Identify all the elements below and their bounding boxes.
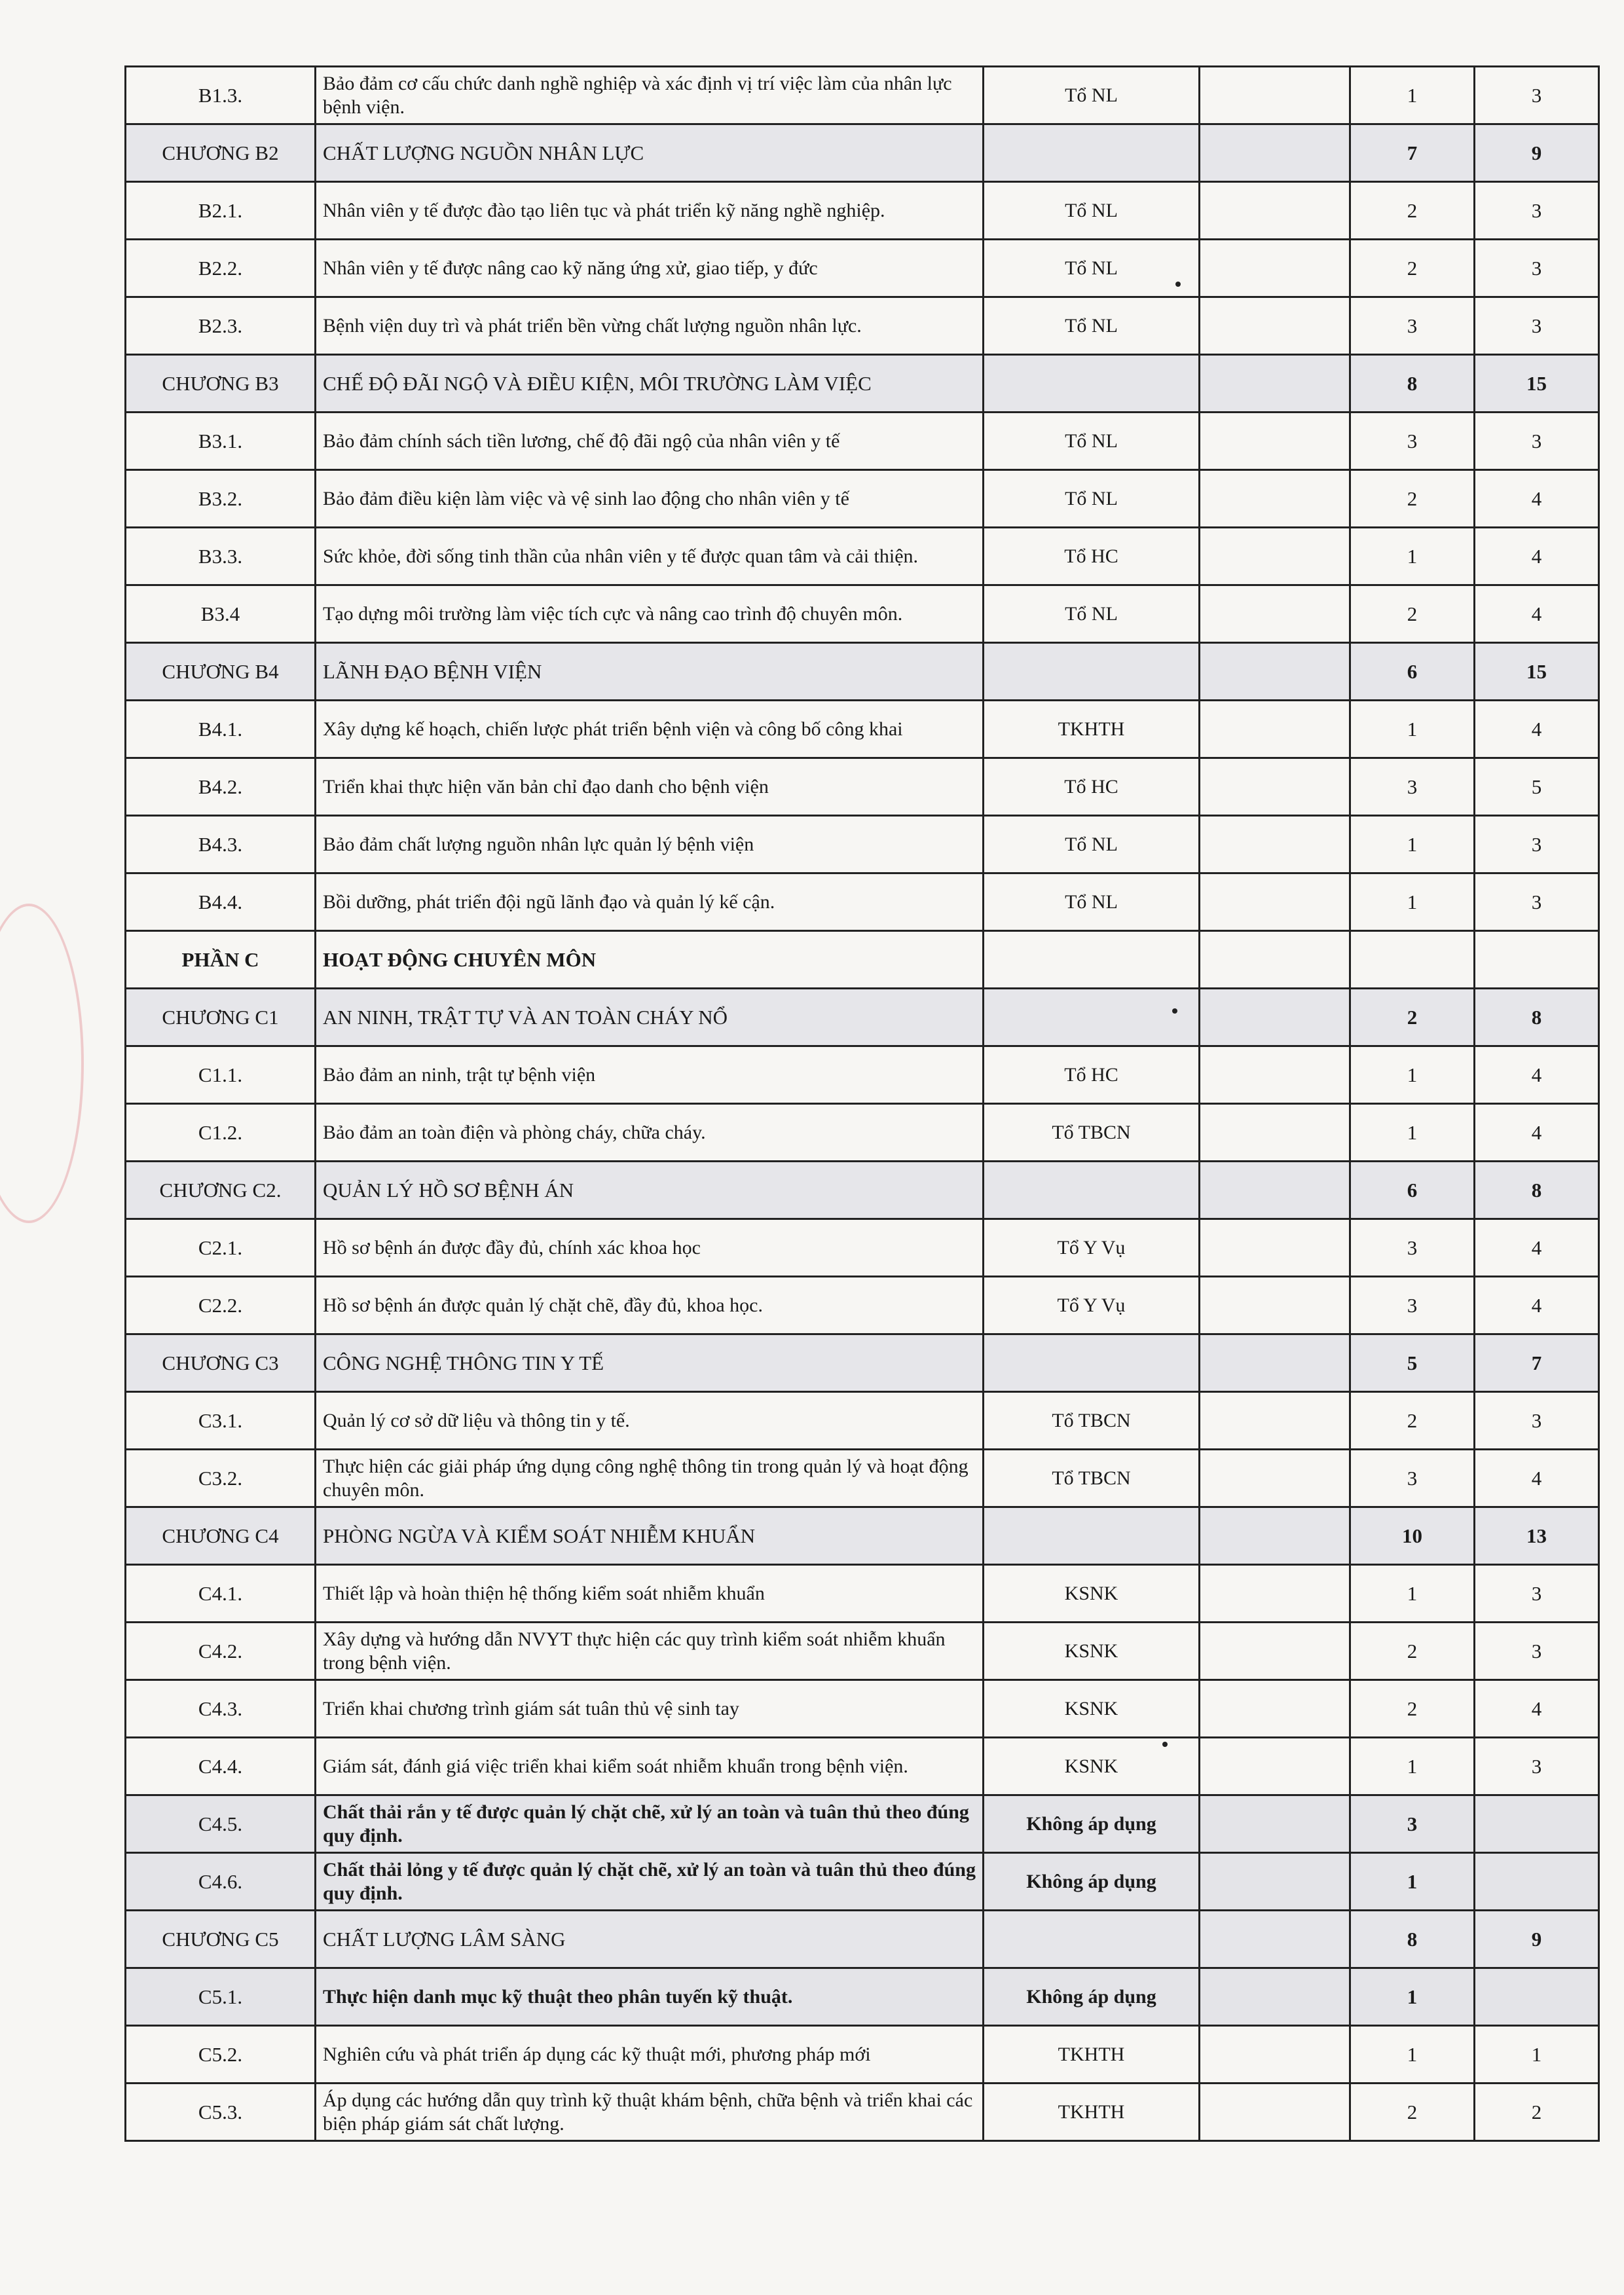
score-col-3: 4 — [1475, 1104, 1599, 1162]
criterion-title: Thực hiện các giải pháp ứng dụng công nghệ thông tin trong quản lý và hoạt động chuyên môn. — [316, 1450, 984, 1507]
criterion-title: Bảo đảm điều kiện làm việc và vệ sinh lao động cho nhân viên y tế — [316, 470, 984, 528]
score-col-1 — [1200, 1911, 1350, 1968]
criterion-title: CHẤT LƯỢNG NGUỒN NHÂN LỰC — [316, 124, 984, 182]
criterion-title: CHẤT LƯỢNG LÂM SÀNG — [316, 1911, 984, 1968]
criterion-code: B1.3. — [126, 67, 316, 124]
score-col-1 — [1200, 931, 1350, 989]
score-col-3: 3 — [1475, 67, 1599, 124]
responsible-unit: Tổ NL — [984, 816, 1200, 873]
criterion-code: C4.2. — [126, 1623, 316, 1680]
responsible-unit — [984, 124, 1200, 182]
score-col-3: 3 — [1475, 816, 1599, 873]
score-col-1 — [1200, 1162, 1350, 1219]
criterion-title: Xây dựng kế hoạch, chiến lược phát triển bệnh viện và công bố công khai — [316, 701, 984, 758]
criterion-title: Áp dụng các hướng dẫn quy trình kỹ thuật khám bệnh, chữa bệnh và triển khai các biện pháp giám sát chất lượng. — [316, 2084, 984, 2141]
score-col-1 — [1200, 1623, 1350, 1680]
criterion-row — [126, 758, 1599, 816]
criterion-row — [126, 470, 1599, 528]
responsible-unit: Tổ TBCN — [984, 1450, 1200, 1507]
responsible-unit: Tổ NL — [984, 585, 1200, 643]
score-col-2: 3 — [1350, 413, 1475, 470]
score-col-2: 2 — [1350, 2084, 1475, 2141]
score-col-3: 3 — [1475, 1738, 1599, 1795]
criterion-code: CHƯƠNG B2 — [126, 124, 316, 182]
criterion-row — [126, 1392, 1599, 1450]
responsible-unit: Không áp dụng — [984, 1795, 1200, 1853]
score-col-1 — [1200, 2026, 1350, 2084]
criterion-title: Giám sát, đánh giá việc triển khai kiểm soát nhiễm khuẩn trong bệnh viện. — [316, 1738, 984, 1795]
criterion-row — [126, 528, 1599, 585]
criterion-title: Sức khỏe, đời sống tinh thần của nhân viên y tế được quan tâm và cải thiện. — [316, 528, 984, 585]
score-col-2: 1 — [1350, 1565, 1475, 1623]
criterion-title: Nhân viên y tế được nâng cao kỹ năng ứng xử, giao tiếp, y đức — [316, 240, 984, 297]
score-col-3: 4 — [1475, 470, 1599, 528]
score-col-2: 1 — [1350, 873, 1475, 931]
score-col-1 — [1200, 1277, 1350, 1334]
responsible-unit: Tổ Y Vụ — [984, 1219, 1200, 1277]
score-col-3: 3 — [1475, 297, 1599, 355]
score-col-2: 3 — [1350, 1219, 1475, 1277]
score-col-3: 3 — [1475, 413, 1599, 470]
responsible-unit: Tổ NL — [984, 67, 1200, 124]
criterion-code: B4.1. — [126, 701, 316, 758]
criterion-code: CHƯƠNG C2. — [126, 1162, 316, 1219]
responsible-unit — [984, 931, 1200, 989]
criterion-code: CHƯƠNG B4 — [126, 643, 316, 701]
criterion-row — [126, 1219, 1599, 1277]
responsible-unit: Tổ NL — [984, 297, 1200, 355]
score-col-2: 1 — [1350, 701, 1475, 758]
score-col-2: 1 — [1350, 1968, 1475, 2026]
responsible-unit: Tổ Y Vụ — [984, 1277, 1200, 1334]
criterion-code: C5.1. — [126, 1968, 316, 2026]
score-col-2: 2 — [1350, 1623, 1475, 1680]
score-col-2: 6 — [1350, 643, 1475, 701]
score-col-2: 2 — [1350, 989, 1475, 1046]
score-col-3: 8 — [1475, 989, 1599, 1046]
criterion-title: CHẾ ĐỘ ĐÃI NGỘ VÀ ĐIỀU KIỆN, MÔI TRƯỜNG LÀM VIỆC — [316, 355, 984, 413]
score-col-3: 4 — [1475, 1277, 1599, 1334]
criterion-code: B2.1. — [126, 182, 316, 240]
criterion-title: Bồi dưỡng, phát triển đội ngũ lãnh đạo và quản lý kế cận. — [316, 873, 984, 931]
score-col-1 — [1200, 585, 1350, 643]
score-col-2: 1 — [1350, 2026, 1475, 2084]
criterion-title: Quản lý cơ sở dữ liệu và thông tin y tế. — [316, 1392, 984, 1450]
score-col-3: 4 — [1475, 1450, 1599, 1507]
score-col-3: 3 — [1475, 1565, 1599, 1623]
responsible-unit: Tổ TBCN — [984, 1104, 1200, 1162]
score-col-3: 3 — [1475, 1392, 1599, 1450]
criterion-row — [126, 816, 1599, 873]
criterion-row — [126, 1450, 1599, 1507]
speck-mark — [1175, 282, 1181, 287]
score-col-3: 15 — [1475, 643, 1599, 701]
criterion-row — [126, 1853, 1599, 1911]
score-col-1 — [1200, 470, 1350, 528]
score-col-1 — [1200, 1565, 1350, 1623]
criterion-code: CHƯƠNG B3 — [126, 355, 316, 413]
score-col-3: 3 — [1475, 240, 1599, 297]
criterion-title: Bảo đảm cơ cấu chức danh nghề nghiệp và xác định vị trí việc làm của nhân lực bệnh viện. — [316, 67, 984, 124]
criterion-code: C2.1. — [126, 1219, 316, 1277]
score-col-3: 3 — [1475, 873, 1599, 931]
criteria-page — [124, 65, 1598, 2142]
criterion-code: B2.3. — [126, 297, 316, 355]
responsible-unit: KSNK — [984, 1738, 1200, 1795]
responsible-unit: Tổ HC — [984, 1046, 1200, 1104]
criterion-code: C4.1. — [126, 1565, 316, 1623]
score-col-3: 9 — [1475, 1911, 1599, 1968]
score-col-1 — [1200, 355, 1350, 413]
criterion-code: B2.2. — [126, 240, 316, 297]
responsible-unit: TKHTH — [984, 2084, 1200, 2141]
criteria-table-body — [126, 67, 1599, 2141]
criterion-code: C3.1. — [126, 1392, 316, 1450]
criterion-title: Thiết lập và hoàn thiện hệ thống kiểm soát nhiễm khuẩn — [316, 1565, 984, 1623]
criterion-title: Nghiên cứu và phát triển áp dụng các kỹ thuật mới, phương pháp mới — [316, 2026, 984, 2084]
score-col-3: 9 — [1475, 124, 1599, 182]
score-col-3: 7 — [1475, 1334, 1599, 1392]
score-col-3: 1 — [1475, 2026, 1599, 2084]
score-col-3: 2 — [1475, 2084, 1599, 2141]
score-col-2: 1 — [1350, 1104, 1475, 1162]
score-col-1 — [1200, 1392, 1350, 1450]
chapter-row — [126, 1507, 1599, 1565]
score-col-1 — [1200, 1853, 1350, 1911]
score-col-1 — [1200, 758, 1350, 816]
criterion-title: CÔNG NGHỆ THÔNG TIN Y TẾ — [316, 1334, 984, 1392]
criterion-title: Bảo đảm chất lượng nguồn nhân lực quản lý bệnh viện — [316, 816, 984, 873]
criterion-title: Hồ sơ bệnh án được quản lý chặt chẽ, đầy đủ, khoa học. — [316, 1277, 984, 1334]
score-col-1 — [1200, 1450, 1350, 1507]
responsible-unit: KSNK — [984, 1680, 1200, 1738]
score-col-2: 2 — [1350, 585, 1475, 643]
score-col-2: 2 — [1350, 240, 1475, 297]
score-col-1 — [1200, 873, 1350, 931]
score-col-2: 7 — [1350, 124, 1475, 182]
criterion-row — [126, 2084, 1599, 2141]
score-col-3: 4 — [1475, 528, 1599, 585]
criterion-code: PHẦN C — [126, 931, 316, 989]
criterion-row — [126, 1795, 1599, 1853]
criterion-row — [126, 413, 1599, 470]
criterion-row — [126, 701, 1599, 758]
criterion-row — [126, 1623, 1599, 1680]
chapter-row — [126, 124, 1599, 182]
responsible-unit — [984, 1334, 1200, 1392]
score-col-2: 2 — [1350, 1392, 1475, 1450]
score-col-2: 5 — [1350, 1334, 1475, 1392]
criterion-code: C2.2. — [126, 1277, 316, 1334]
criterion-row — [126, 240, 1599, 297]
score-col-3 — [1475, 931, 1599, 989]
criterion-title: Bảo đảm chính sách tiền lương, chế độ đãi ngộ của nhân viên y tế — [316, 413, 984, 470]
criterion-title: Bảo đảm an ninh, trật tự bệnh viện — [316, 1046, 984, 1104]
criterion-title: Nhân viên y tế được đào tạo liên tục và phát triển kỹ năng nghề nghiệp. — [316, 182, 984, 240]
score-col-2: 2 — [1350, 1680, 1475, 1738]
criterion-row — [126, 182, 1599, 240]
score-col-3: 3 — [1475, 1623, 1599, 1680]
score-col-1 — [1200, 989, 1350, 1046]
criterion-title: QUẢN LÝ HỒ SƠ BỆNH ÁN — [316, 1162, 984, 1219]
score-col-2: 8 — [1350, 355, 1475, 413]
criterion-code: C5.2. — [126, 2026, 316, 2084]
criterion-code: C1.2. — [126, 1104, 316, 1162]
part-row — [126, 931, 1599, 989]
score-col-3: 15 — [1475, 355, 1599, 413]
responsible-unit — [984, 1162, 1200, 1219]
criterion-title: LÃNH ĐẠO BỆNH VIỆN — [316, 643, 984, 701]
criterion-title: Chất thải rắn y tế được quản lý chặt chẽ, xử lý an toàn và tuân thủ theo đúng quy định. — [316, 1795, 984, 1853]
score-col-1 — [1200, 182, 1350, 240]
score-col-2: 3 — [1350, 1450, 1475, 1507]
score-col-2: 3 — [1350, 758, 1475, 816]
criterion-code: CHƯƠNG C1 — [126, 989, 316, 1046]
criterion-code: C3.2. — [126, 1450, 316, 1507]
score-col-2: 3 — [1350, 1795, 1475, 1853]
criterion-row — [126, 1738, 1599, 1795]
score-col-1 — [1200, 1680, 1350, 1738]
responsible-unit: Tổ HC — [984, 758, 1200, 816]
score-col-1 — [1200, 816, 1350, 873]
score-col-2: 6 — [1350, 1162, 1475, 1219]
responsible-unit — [984, 989, 1200, 1046]
score-col-3: 4 — [1475, 1680, 1599, 1738]
criterion-code: B4.2. — [126, 758, 316, 816]
responsible-unit: TKHTH — [984, 701, 1200, 758]
criterion-title: Chất thải lỏng y tế được quản lý chặt chẽ, xử lý an toàn và tuân thủ theo đúng quy định. — [316, 1853, 984, 1911]
score-col-1 — [1200, 1219, 1350, 1277]
criterion-title: AN NINH, TRẬT TỰ VÀ AN TOÀN CHÁY NỔ — [316, 989, 984, 1046]
score-col-3: 4 — [1475, 701, 1599, 758]
criterion-title: PHÒNG NGỪA VÀ KIỂM SOÁT NHIỄM KHUẨN — [316, 1507, 984, 1565]
criterion-title: Xây dựng và hướng dẫn NVYT thực hiện các quy trình kiểm soát nhiễm khuẩn trong bệnh viện. — [316, 1623, 984, 1680]
criterion-title: Triển khai thực hiện văn bản chỉ đạo danh cho bệnh viện — [316, 758, 984, 816]
criterion-row — [126, 1046, 1599, 1104]
score-col-2: 1 — [1350, 1738, 1475, 1795]
responsible-unit: Tổ TBCN — [984, 1392, 1200, 1450]
score-col-3: 8 — [1475, 1162, 1599, 1219]
criterion-code: CHƯƠNG C3 — [126, 1334, 316, 1392]
responsible-unit — [984, 1911, 1200, 1968]
score-col-2: 1 — [1350, 67, 1475, 124]
score-col-3 — [1475, 1795, 1599, 1853]
criterion-row — [126, 1104, 1599, 1162]
responsible-unit: TKHTH — [984, 2026, 1200, 2084]
score-col-2: 1 — [1350, 1853, 1475, 1911]
score-col-2: 1 — [1350, 1046, 1475, 1104]
red-stamp-mark — [0, 904, 84, 1223]
criterion-row — [126, 297, 1599, 355]
criterion-title: Bệnh viện duy trì và phát triển bền vừng chất lượng nguồn nhân lực. — [316, 297, 984, 355]
criterion-code: B4.3. — [126, 816, 316, 873]
chapter-row — [126, 1911, 1599, 1968]
criterion-title: Triển khai chương trình giám sát tuân thủ vệ sinh tay — [316, 1680, 984, 1738]
score-col-2 — [1350, 931, 1475, 989]
score-col-3: 4 — [1475, 1046, 1599, 1104]
responsible-unit: Không áp dụng — [984, 1968, 1200, 2026]
criterion-code: C1.1. — [126, 1046, 316, 1104]
score-col-1 — [1200, 67, 1350, 124]
score-col-3: 4 — [1475, 585, 1599, 643]
score-col-1 — [1200, 528, 1350, 585]
score-col-1 — [1200, 240, 1350, 297]
score-col-1 — [1200, 1334, 1350, 1392]
criterion-code: CHƯƠNG C5 — [126, 1911, 316, 1968]
chapter-row — [126, 1334, 1599, 1392]
score-col-2: 2 — [1350, 182, 1475, 240]
criterion-code: B3.3. — [126, 528, 316, 585]
responsible-unit: KSNK — [984, 1565, 1200, 1623]
criterion-row — [126, 1565, 1599, 1623]
responsible-unit: Tổ NL — [984, 470, 1200, 528]
chapter-row — [126, 643, 1599, 701]
speck-mark — [1172, 1008, 1177, 1014]
criterion-code: B3.4 — [126, 585, 316, 643]
criterion-code: CHƯƠNG C4 — [126, 1507, 316, 1565]
criterion-code: B4.4. — [126, 873, 316, 931]
criteria-table — [124, 65, 1600, 2142]
score-col-3: 13 — [1475, 1507, 1599, 1565]
score-col-1 — [1200, 1046, 1350, 1104]
criterion-code: C5.3. — [126, 2084, 316, 2141]
criterion-row — [126, 67, 1599, 124]
score-col-2: 10 — [1350, 1507, 1475, 1565]
responsible-unit: Tổ NL — [984, 182, 1200, 240]
criterion-title: Hồ sơ bệnh án được đầy đủ, chính xác khoa học — [316, 1219, 984, 1277]
criterion-code: C4.5. — [126, 1795, 316, 1853]
speck-mark — [1162, 1742, 1168, 1747]
score-col-1 — [1200, 124, 1350, 182]
criterion-title: Bảo đảm an toàn điện và phòng cháy, chữa cháy. — [316, 1104, 984, 1162]
responsible-unit: Tổ NL — [984, 240, 1200, 297]
score-col-2: 3 — [1350, 1277, 1475, 1334]
score-col-3 — [1475, 1968, 1599, 2026]
criterion-row — [126, 1968, 1599, 2026]
chapter-row — [126, 1162, 1599, 1219]
chapter-row — [126, 989, 1599, 1046]
score-col-2: 1 — [1350, 528, 1475, 585]
responsible-unit — [984, 643, 1200, 701]
score-col-2: 2 — [1350, 470, 1475, 528]
score-col-1 — [1200, 1795, 1350, 1853]
criterion-title: HOẠT ĐỘNG CHUYÊN MÔN — [316, 931, 984, 989]
score-col-1 — [1200, 1968, 1350, 2026]
score-col-2: 1 — [1350, 816, 1475, 873]
score-col-1 — [1200, 1104, 1350, 1162]
score-col-3: 3 — [1475, 182, 1599, 240]
criterion-code: C4.4. — [126, 1738, 316, 1795]
criterion-row — [126, 873, 1599, 931]
score-col-1 — [1200, 1507, 1350, 1565]
score-col-1 — [1200, 1738, 1350, 1795]
responsible-unit — [984, 1507, 1200, 1565]
responsible-unit: KSNK — [984, 1623, 1200, 1680]
score-col-1 — [1200, 297, 1350, 355]
score-col-2: 3 — [1350, 297, 1475, 355]
responsible-unit: Tổ NL — [984, 873, 1200, 931]
responsible-unit — [984, 355, 1200, 413]
responsible-unit: Không áp dụng — [984, 1853, 1200, 1911]
criterion-title: Thực hiện danh mục kỹ thuật theo phân tuyến kỹ thuật. — [316, 1968, 984, 2026]
responsible-unit: Tổ NL — [984, 413, 1200, 470]
criterion-code: C4.6. — [126, 1853, 316, 1911]
criterion-row — [126, 585, 1599, 643]
criterion-row — [126, 2026, 1599, 2084]
score-col-3: 5 — [1475, 758, 1599, 816]
score-col-1 — [1200, 701, 1350, 758]
criterion-row — [126, 1277, 1599, 1334]
criterion-code: C4.3. — [126, 1680, 316, 1738]
criterion-row — [126, 1680, 1599, 1738]
criterion-code: B3.2. — [126, 470, 316, 528]
score-col-1 — [1200, 2084, 1350, 2141]
score-col-1 — [1200, 643, 1350, 701]
criterion-code: B3.1. — [126, 413, 316, 470]
criterion-title: Tạo dựng môi trường làm việc tích cực và nâng cao trình độ chuyên môn. — [316, 585, 984, 643]
score-col-3: 4 — [1475, 1219, 1599, 1277]
chapter-row — [126, 355, 1599, 413]
score-col-3 — [1475, 1853, 1599, 1911]
score-col-1 — [1200, 413, 1350, 470]
responsible-unit: Tổ HC — [984, 528, 1200, 585]
score-col-2: 8 — [1350, 1911, 1475, 1968]
